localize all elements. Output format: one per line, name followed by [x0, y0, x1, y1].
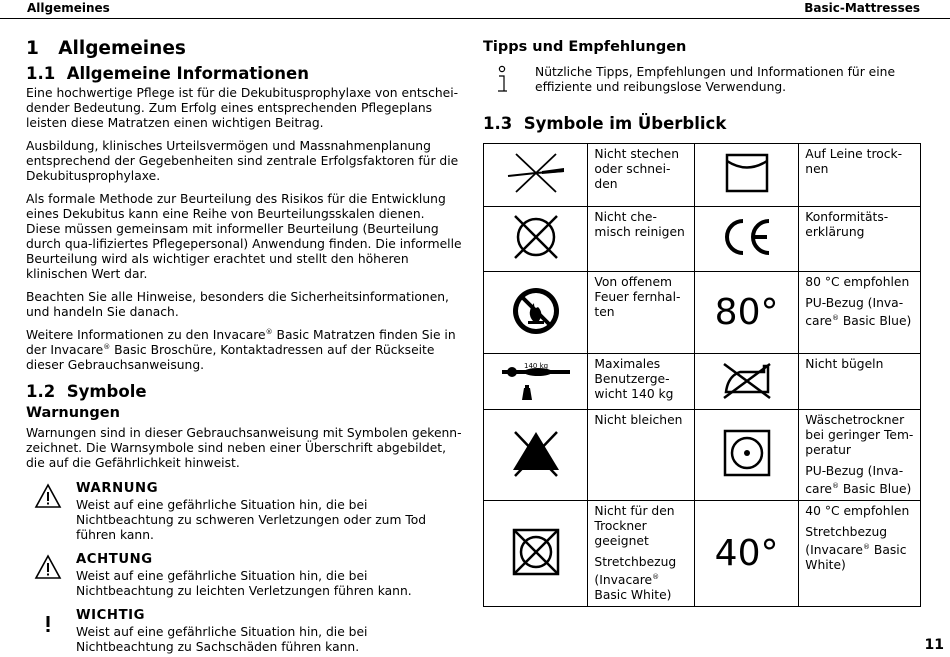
table-row: [484, 144, 921, 207]
section-heading-1-2: 1.2 Symbole: [26, 382, 147, 401]
no-dry-clean-icon: [510, 211, 562, 263]
caution-block: [26, 552, 462, 599]
paragraph: Weitere Informationen zu den Invacare® Basic Matratzen finden Sie in der Invacare® Basic Broschüre, Kontaktadressen auf der Rückseite dieser Gebrauchsanweisung.: [26, 327, 456, 372]
symbol-description: Nicht stechen oder schnei-den: [588, 144, 694, 207]
tip-text: Nützliche Tipps, Empfehlungen und Informationen für eine effiziente und reibungslose Verwendung.: [535, 65, 896, 94]
warning-title: WARNUNG: [76, 481, 159, 496]
no-bleach-icon: [507, 426, 565, 480]
symbol-cell: [484, 354, 588, 410]
symbols-table: [483, 143, 921, 607]
no-cutting-icon: [506, 151, 566, 195]
table-row: [484, 272, 921, 354]
symbol-description: Von offenem Feuer fernhal-ten: [588, 272, 694, 354]
table-row: [484, 207, 921, 272]
warning-text: Weist auf eine gefährliche Situation hin, die bei Nichtbeachtung zu schweren Verletzungen oder zum Tod führen kann.: [76, 498, 427, 542]
symbol-cell: [484, 501, 588, 607]
left-column: [26, 38, 462, 657]
symbol-description: Konformitäts-erklärung: [799, 207, 921, 272]
right-column: [483, 38, 923, 607]
header-rule: [0, 18, 950, 19]
important-block: [26, 608, 462, 655]
symbol-description: Nicht bleichen: [588, 410, 694, 501]
symbol-description: Auf Leine trock-nen: [799, 144, 921, 207]
header-section-title: Allgemeines: [27, 1, 110, 15]
table-row: [484, 501, 921, 607]
symbol-description: Maximales Benutzerge-wicht 140 kg: [588, 354, 694, 410]
symbol-description: 80 °C empfohlen PU-Bezug (Inva-care® Basic Blue): [799, 272, 921, 354]
symbol-cell: [694, 207, 798, 272]
paragraph: Ausbildung, klinisches Urteilsvermögen und Massnahmenplanung entsprechend der Gegebenheiten sind zentrale Erfolgsfaktoren für die Dekubitusprophylaxe.: [26, 139, 459, 183]
symbol-cell: [484, 410, 588, 501]
tip-block: [483, 65, 923, 101]
symbol-cell: [694, 354, 798, 410]
paragraph: Warnungen sind in dieser Gebrauchsanweisung mit Symbolen gekenn-zeichnet. Die Warnsymbole sind neben einer Überschrift abgebildet, die auf die Gefährlichkeit hinweist.: [26, 426, 462, 470]
symbol-description: Nicht che-misch reinigen: [588, 207, 694, 272]
important-text: Weist auf eine gefährliche Situation hin, die bei Nichtbeachtung zu Sachschäden führen kann.: [76, 625, 368, 654]
info-icon: [493, 65, 513, 97]
symbol-description: 40 °C empfohlen Stretchbezug (Invacare® Basic White): [799, 501, 921, 607]
symbol-description: Nicht bügeln: [799, 354, 921, 410]
tumble-dry-low-icon: [722, 428, 772, 478]
tips-heading: Tipps und Empfehlungen: [483, 39, 687, 55]
symbol-cell: [694, 501, 798, 607]
max-weight-label: 140 kg: [524, 362, 549, 370]
ce-mark-icon: [717, 215, 777, 259]
paragraph: Eine hochwertige Pflege ist für die Dekubitusprophylaxe von entschei-dender Bedeutung. Zum Erfolg eines entsprechenden Pflegeplans leisten diese Matratzen einen wichtigen Beitrag.: [26, 86, 459, 130]
table-row: [484, 410, 921, 501]
warning-block: [26, 481, 462, 543]
no-open-flame-icon: [510, 285, 562, 337]
symbol-cell: [694, 410, 798, 501]
section-heading-1-3: 1.3 Symbole im Überblick: [483, 114, 727, 133]
table-row: [484, 354, 921, 410]
symbol-description: Nicht für den Trockner geeignet Stretchbezug (Invacare® Basic White): [588, 501, 694, 607]
header-product-title: Basic-Mattresses: [804, 1, 920, 15]
symbol-cell: [694, 272, 798, 354]
symbol-description: Wäschetrockner bei geringer Tem-peratur PU-Bezug (Inva-care® Basic Blue): [799, 410, 921, 501]
symbol-cell: [484, 144, 588, 207]
paragraph: Beachten Sie alle Hinweise, besonders die Sicherheitsinformationen, und handeln Sie danach.: [26, 290, 449, 319]
caution-text: Weist auf eine gefährliche Situation hin, die bei Nichtbeachtung zu leichten Verletzungen führen kann.: [76, 569, 412, 598]
important-title: WICHTIG: [76, 608, 146, 623]
caution-triangle-icon: [34, 554, 62, 580]
line-dry-icon: [724, 152, 770, 194]
symbol-cell: [694, 144, 798, 207]
page-number: 11: [924, 637, 944, 653]
paragraph: Als formale Methode zur Beurteilung des Risikos für die Entwicklung eines Dekubitus kann eine Reihe von Beurteilungsskalen dienen. Diese müssen gemeinsam mit informeller Beurteilung (Beurteilung durch qua-lifiziertes Pflegepersonal) Anwendung finden. Die informelle Beurteilung wird als wichtiger erachtet und stellt den höheren klinischen Wert dar.: [26, 192, 462, 281]
no-tumble-dry-icon: [510, 526, 562, 578]
symbol-cell: [484, 272, 588, 354]
section-heading-1-1: 1.1 Allgemeine Informationen: [26, 64, 309, 83]
no-ironing-icon: [718, 358, 776, 402]
caution-title: ACHTUNG: [76, 552, 153, 567]
exclamation-icon: [34, 610, 62, 636]
chapter-heading: 1 Allgemeines: [26, 38, 186, 59]
warning-triangle-icon: [34, 483, 62, 509]
wash-80-symbol: 80°: [714, 291, 779, 333]
symbol-cell: [484, 207, 588, 272]
warnings-heading: Warnungen: [26, 405, 120, 421]
wash-40-symbol: 40°: [714, 532, 779, 574]
